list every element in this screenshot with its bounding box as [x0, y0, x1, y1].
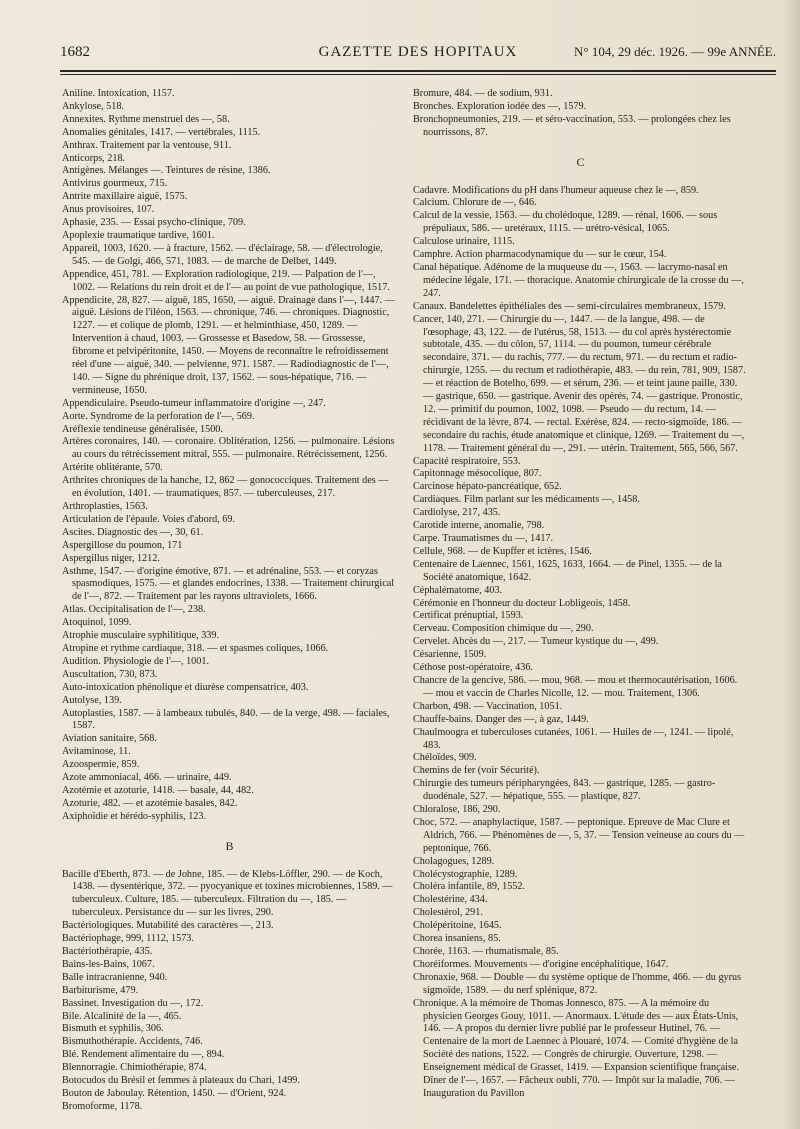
- index-entry: Atropine et rythme cardiaque, 318. — et spasmes coliques, 1066.: [62, 642, 329, 654]
- index-entry: Azoospermie, 859.: [62, 759, 140, 771]
- left-column: [62, 88, 398, 1114]
- header-rule-thin: [60, 74, 776, 75]
- issue-info: N° 104, 29 déc. 1926. — 99e ANNÉE.: [574, 44, 776, 59]
- index-entry: Cholécystographie, 1289.: [413, 868, 518, 880]
- index-entry: Aphasie, 235. — Essai psycho-clinique, 709.: [62, 217, 246, 229]
- index-entry: Audition. Physiologie de l'—, 1001.: [62, 655, 210, 667]
- index-entry: Cholestérine, 434.: [413, 894, 488, 906]
- index-entry: Carcinose hépato-pancréatique, 652.: [413, 481, 562, 493]
- index-entry: Césarienne, 1509.: [413, 649, 487, 661]
- index-entry: Arthrites chroniques de la hanche, 12, 862 — gonococciques. Traitement des — en évolution, 1401. — traumatiques, 857. — tuberculeuses, 217.: [62, 475, 389, 500]
- index-entry: Atlas. Occipitalisation de l'—, 238.: [62, 604, 206, 616]
- index-entry: Auto-intoxication phénolique et diurèse compensatrice, 403.: [62, 681, 309, 693]
- index-entry: Azotémie et azoturie, 1418. — basale, 44, 482.: [62, 784, 254, 796]
- index-entry: Appareil, 1003, 1620. — à fracture, 1562. — d'éclairage, 58. — d'électrologie, 545. — de Golgi, 466, 571, 1083. — de marche de Delbet, 1449.: [62, 242, 383, 267]
- index-entry: Anticorps, 218.: [62, 152, 126, 164]
- index-entry: Chancre de la gencive, 586. — mou, 968. — mou et thermocautérisation, 1606. — mou et vaccin de Charles Nicolle, 12. — mou. Traitement, 1306.: [413, 674, 738, 699]
- index-entry: Azoturie, 482. — et azotémie basales, 842.: [62, 797, 238, 809]
- index-entry: Annexites. Rythme menstruel des —, 58.: [62, 113, 230, 125]
- index-entry: Atoquinol, 1099.: [62, 617, 132, 629]
- index-entry: Aviation sanitaire, 568.: [62, 733, 157, 745]
- index-entry: Bile. Alcalinité de la —, 465.: [62, 1010, 182, 1022]
- page-number: 1682: [60, 44, 90, 60]
- index-entry: Bouton de Jaboulay. Rétention, 1450. — d'Orient, 924.: [62, 1087, 287, 1099]
- index-entry: Artérite oblitérante, 570.: [62, 462, 163, 474]
- index-entry: Centenaire de Laennec, 1561, 1625, 1633, 1664. — de Pinel, 1355. — de la Société anatomique, 1642.: [413, 558, 722, 583]
- index-entry: Calcul de la vessie, 1563. — du cholédoque, 1289. — rénal, 1606. — sous prépuliaux, 586. — uretéraux, 1115. — urétro-vésical, 1065.: [413, 210, 718, 235]
- index-entry: Cervelet. Abcès du —, 217. — Tumeur kystique du —, 499.: [413, 636, 659, 648]
- index-entry: Carpe. Traumatismes du —, 1417.: [413, 533, 554, 544]
- journal-title: GAZETTE DES HOPITAUX: [318, 44, 518, 60]
- index-entry: Aspergillus niger, 1212.: [62, 552, 160, 564]
- index-entry: Axiphoïdie et hérédo-syphilis, 123.: [62, 810, 207, 822]
- index-entry: Aniline. Intoxication, 1157.: [62, 88, 175, 99]
- index-entry: Bactériophage, 999, 1112, 1573.: [62, 933, 194, 945]
- index-entry: Choc, 572. — anaphylactique, 1587. — peptonique. Epreuve de Mac Clure et Aldrich, 766. — Phénomènes de —, 5, 37. — Tension veineuse au cours du — peptonique, 766.: [413, 816, 745, 854]
- index-entry: Atrophie musculaire syphilitique, 339.: [62, 630, 220, 642]
- index-entry: Blennorragie. Chimiothérapie, 874.: [62, 1062, 207, 1074]
- index-entry: Chemins de fer (voir Sécurité).: [413, 765, 540, 777]
- index-entry: Anomalies génitales, 1417. — vertébrales, 1115.: [62, 126, 261, 138]
- index-entry: Chorea insaniens, 85.: [413, 933, 501, 945]
- index-entry: Céphalématome, 403.: [413, 584, 503, 596]
- index-entry: Canal hépatique. Adénome de la muqueuse du —, 1563. — lacrymo-nasal en médecine légale, 171. — thoracique. Anatomie chirurgicale de la crosse du —, 247.: [413, 261, 744, 299]
- index-entry: Cerveau. Composition chimique du —, 290.: [413, 623, 594, 635]
- index-entry: Aréflexie tendineuse généralisée, 1500.: [62, 423, 223, 435]
- index-entry: Céthose post-opératoire, 436.: [413, 662, 533, 674]
- index-entry: Cellule, 968. — de Kupffer et ictères, 1546.: [413, 545, 592, 557]
- index-entry: Botocudos du Brésil et femmes à plateaux du Chari, 1499.: [62, 1075, 300, 1087]
- index-entry: Charbon, 498. — Vaccination, 1051.: [413, 700, 563, 712]
- index-entry: Bassinet. Investigation du —, 172.: [62, 997, 204, 1009]
- index-entry: Bronchopneumonies, 219. — et séro-vaccination, 553. — prolongées chez les nourrissons, 87.: [413, 113, 731, 138]
- index-entry: Ankylose, 518.: [62, 100, 124, 112]
- index-entry: Cancer, 140, 271. — Chirurgie du —, 1447. — de la langue, 498. — de l'œsophage, 43, 122. — de l'utérus, 58, 1513. — du col après hystérectomie subtotale, 435. — du côlon, 57, 1114. — du poumon, tumeur cérébrale secondaire, 371. — du rachis, 777. — du rectum, 971. — du rectum et radio-chirurgie, 1255. — du rectum et radiothérapie, 483. — du rein, 781, 909, 1587. — et réaction de Botelho, 699. — et sérum, 236. — et teint jaune paille, 330. — gastrique, 650. — gastrique. Avenir des opérés, 74. — gastrique. Pronostic, 12. — primitif du poumon, 1002, 1098. — Pseudo — du rectum, 14. — récidivant de la lèvre, 874. — rectal. Exérèse, 824. — recto-sigmoïde, 186. — secondaire du rachis, étude anatomique et clinique, 1269. — Traitement du —, 1178. — Traitement général du —, 291. — utérin. Traitement, 565, 566, 567.: [413, 313, 746, 454]
- index-entry: Bronches. Exploration iodée des —, 1579.: [413, 100, 587, 112]
- index-entry: Calcium. Chlorure de —, 646.: [413, 197, 537, 209]
- index-entry: Appendiculaire. Pseudo-tumeur inflammatoire d'origine —, 247.: [62, 397, 326, 409]
- index-entry: Appendice, 451, 781. — Exploration radiologique, 219. — Palpation de l'—, 1002. — Relations du rein droit et de l'— au point de vue pathologique, 1517.: [62, 268, 390, 293]
- index-list-b-continued: [413, 88, 749, 140]
- index-entry: Appendicite, 28, 827. — aiguë, 185, 1650, — aiguë. Drainage dans l'—, 1447. — aiguë. Lésions de l'iléon, 1563. — chronique, 746. — chroniques. Diagnostic, 1227. — et colique de plomb, 1291. — et helminthiase, 450, 1289. — Intervention à chaud, 1003. — Grossesse et Basedow, 58. — Grossesse, fibrome et pelvipéritonite, 1450. — Moyens de reconnaître le refroidissement réel d'une — aiguë, 340. — pelvienne, 971. 1587. — Radiodiagnostic de l'—, 140. — Signe du phrénique droit, 137, 1562. — sous-hépatique, 716. — vermineuse, 1650.: [62, 294, 395, 396]
- page-edge-shadow: [784, 0, 800, 1129]
- index-entry: Cholagogues, 1289.: [413, 855, 495, 867]
- index-entry: Capacité respiratoire, 553.: [413, 455, 521, 467]
- index-entry: Antigènes. Mélanges —. Teintures de résine, 1386.: [62, 165, 271, 177]
- index-entry: Bactériologiques. Mutabilité des caractères —, 213.: [62, 920, 274, 932]
- index-entry: Cardiolyse, 217, 435.: [413, 507, 501, 519]
- index-entry: Azote ammoniacal, 466. — urinaire, 449.: [62, 772, 232, 784]
- index-entry: Bromure, 484. — de sodium, 931.: [413, 88, 553, 99]
- index-entry: Asthme, 1547. — d'origine émotive, 871. — et adrénaline, 553. — et coryzas spasmodiques, 1575. — et glandes endocrines, 1338. — Traitement chirurgical de l'—, 872. — Traitement par les rayons ultraviolets, 1666.: [62, 565, 395, 603]
- index-entry: Articulation de l'épaule. Voies d'abord, 69.: [62, 513, 236, 525]
- index-entry: Bismuth et syphilis, 306.: [62, 1023, 164, 1035]
- index-entry: Chronique. A la mémoire de Thomas Jonnesco, 875. — A la mémoire du physicien Georges Gouy, 1011. — Anormaux. L'étude des — aux États-Unis, 146. — A propos du dernier livre publié par le professeur Hutinel, 76. — Centenaire de la mort de Laennec à Plouaré, 1074. — Comité d'hygiène de la Société des nations, 1522. — Congrès de chirurgie. Ouverture, 1298. — Enseignement médical de Grasset, 1419. — Expansion scientifique française. Dîner de l'—, 1657. — Fâcheux oubli, 770. — Impôt sur la maladie, 706. — Inauguration du Pavillon: [413, 997, 739, 1099]
- index-entry: Chorée, 1163. — rhumatismale, 85.: [413, 946, 559, 957]
- index-entry: Antrite maxillaire aiguë, 1575.: [62, 191, 188, 203]
- index-entry: Ascites. Diagnostic des —, 30, 61.: [62, 526, 204, 538]
- index-entry: Chaulmoogra et tuberculoses cutanées, 1061. — Huiles de —, 1241. — lipolé, 483.: [413, 726, 734, 751]
- index-entry: Arthroplasties, 1563.: [62, 501, 148, 512]
- index-entry: Chloralose, 186, 290.: [413, 804, 501, 816]
- index-entry: Chirurgie des tumeurs péripharyngées, 843. — gastrique, 1285. — gastro-duodénale, 527. — hépatique, 555. — plastique, 827.: [413, 778, 716, 803]
- index-list-a: [62, 88, 398, 824]
- index-entry: Capitonnage mésocolique, 807.: [413, 468, 542, 480]
- index-entry: Anthrax. Traitement par la ventouse, 911.: [62, 139, 232, 151]
- header-rule-thick: [60, 70, 776, 72]
- index-entry: Calculose urinaire, 1115.: [413, 236, 515, 248]
- index-entry: Choléra infantile, 89, 1552.: [413, 881, 526, 893]
- index-entry: Cholestérol, 291.: [413, 907, 483, 919]
- right-column: [413, 88, 749, 1101]
- index-entry: Autoplasties, 1587. — à lambeaux tubulés, 840. — de la verge, 498. — faciales, 1587.: [62, 707, 390, 732]
- index-entry: Cadavre. Modifications du pH dans l'humeur aqueuse chez le —, 859.: [413, 184, 699, 196]
- index-entry: Cardiaques. Film parlant sur les médicaments —, 1458.: [413, 494, 640, 506]
- index-entry: Apoplexie traumatique tardive, 1601.: [62, 229, 215, 241]
- index-entry: Chronaxie, 968. — Double — du système optique de l'homme, 466. — du gyrus sigmoïde, 1589. — du nerf splénique, 872.: [413, 971, 742, 996]
- index-entry: Balle intracranienne, 940.: [62, 971, 168, 983]
- index-entry: Avitaminose, 11.: [62, 746, 131, 758]
- index-entry: Cholépéritoine, 1645.: [413, 920, 502, 932]
- index-entry: Bacille d'Eberth, 873. — de Johne, 185. — de Klebs-Löffler, 290. — de Koch, 1438. — dysentérique, 372. — pyocyanique et toxines microbiennes, 1589. — tuberculeux. Culture, 185. — tuberculeux. Filtration du —, 185. — tuberculeux. Persistance du — sur les livres, 290.: [62, 868, 393, 919]
- index-entry: Certificat prénuptial, 1593.: [413, 610, 524, 622]
- index-entry: Camphre. Action pharmacodynamique du — sur le cœur, 154.: [413, 249, 667, 261]
- index-entry: Aorte. Syndrome de la perforation de l'—, 569.: [62, 410, 255, 422]
- index-entry: Chéloïdes, 909.: [413, 752, 477, 764]
- index-entry: Blé. Rendement alimentaire du —, 894.: [62, 1049, 225, 1061]
- page-header: [60, 44, 776, 66]
- index-entry: Cérémonie en l'honneur du docteur Lobligeois, 1458.: [413, 597, 631, 609]
- index-entry: Choréiformes. Mouvements — d'origine encéphalitique, 1647.: [413, 958, 669, 970]
- index-entry: Autolyse, 139.: [62, 694, 122, 706]
- index-entry: Bromoforme, 1178.: [62, 1100, 143, 1112]
- index-list-c: [413, 185, 749, 1101]
- index-list-b: [62, 869, 398, 1114]
- index-entry: Bactériothérapie, 435.: [62, 946, 153, 957]
- index-entry: Aspergillose du poumon, 171: [62, 539, 183, 551]
- index-entry: Anus provisoires, 107.: [62, 204, 155, 216]
- index-entry: Antivirus gourmeux, 715.: [62, 178, 168, 190]
- index-entry: Canaux. Bandelettes épithéliales des — semi-circulaires membraneux, 1579.: [413, 300, 726, 312]
- section-heading-c: C: [576, 154, 586, 169]
- section-heading-b: B: [225, 838, 235, 853]
- index-entry: Bains-les-Bains, 1067.: [62, 958, 155, 970]
- index-entry: Chauffe-bains. Danger des —, à gaz, 1449.: [413, 713, 589, 725]
- index-entry: Barbiturisme, 479.: [62, 984, 139, 996]
- index-entry: Bismuthothérapie. Accidents, 746.: [62, 1036, 203, 1048]
- index-entry: Artères coronaires, 140. — coronaire. Oblitération, 1256. — pulmonaire. Lésions au cours du rétrécissement mitral, 555. — pulmonaire. Rétrécissement, 1256.: [62, 436, 395, 461]
- index-entry: Carotide interne, anomalie, 798.: [413, 520, 545, 532]
- index-entry: Auscultation, 730, 873.: [62, 668, 158, 680]
